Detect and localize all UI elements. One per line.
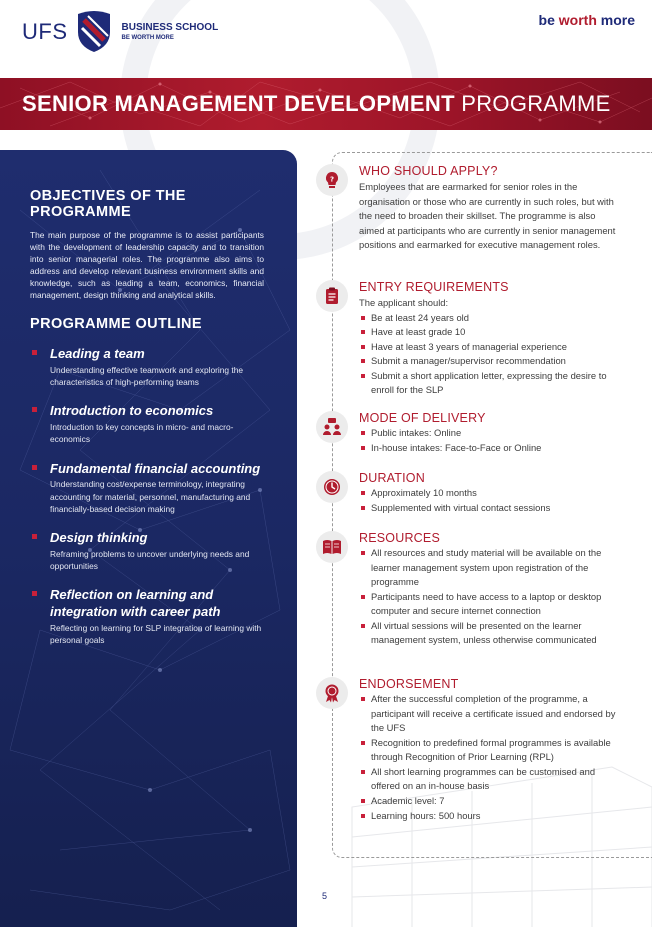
- list-item: [359, 325, 621, 340]
- bullet-square-icon: [361, 595, 365, 599]
- tagline-be: be: [538, 12, 559, 28]
- people-chat-icon: [316, 411, 348, 443]
- outline-item-title: Reflection on learning and integration with career path: [50, 587, 221, 620]
- bullet-square-icon: [361, 551, 365, 555]
- section-title: RESOURCES: [359, 531, 440, 545]
- list-item: [359, 426, 621, 441]
- outline-item-title: Introduction to economics: [50, 403, 214, 419]
- list-item-text: Public intakes: Online: [371, 427, 462, 438]
- list-item: [359, 340, 621, 355]
- list-item-text: Supplemented with virtual contact sessions: [371, 501, 551, 513]
- page-number: 5: [322, 891, 328, 901]
- outline-item-desc: Reflecting on learning for SLP integration of learning with personal goals: [50, 623, 262, 646]
- left-panel: [0, 150, 297, 927]
- bullet-square-icon: [361, 697, 365, 701]
- bullet-square-icon: [361, 431, 365, 435]
- bullet-square-icon: [32, 465, 37, 470]
- page-header: [0, 0, 652, 78]
- ufs-logo: [22, 12, 218, 52]
- list-item: [359, 765, 621, 794]
- objectives-text: The main purpose of the programme is to assist participants with the development of leadership capacity and to transition into senior managerial roles. The programme also aims to address and develop relevant business environment skills and knowledge, such as leading a team, economics, financial management, design thinking and analytical skills.: [30, 230, 264, 301]
- list-item-text: Submit a manager/supervisor recommendation: [371, 355, 566, 367]
- bullet-square-icon: [361, 359, 365, 363]
- page-title-bold: SENIOR MANAGEMENT DEVELOPMENT: [22, 91, 455, 116]
- list-item: [359, 692, 621, 736]
- list-item: [30, 587, 264, 646]
- page-title: [22, 91, 611, 117]
- list-item-text: Submit a short application letter, expressing the desire to enroll for the SLP: [371, 369, 607, 396]
- list-item: [359, 736, 621, 765]
- open-book-icon: [316, 531, 348, 563]
- bullet-square-icon: [32, 534, 37, 539]
- list-item: [359, 354, 621, 369]
- tagline: [539, 12, 635, 28]
- objectives-heading: OBJECTIVES OF THE PROGRAMME: [30, 188, 186, 221]
- clipboard-checklist-icon: [316, 280, 348, 312]
- bullet-square-icon: [361, 374, 365, 378]
- section-intro: The applicant should:: [359, 297, 449, 308]
- outline-item-desc: Understanding cost/expense terminology, integrating accounting for material, personnel, manufacturing and financially-based decision making: [50, 479, 251, 514]
- list-item: [359, 590, 621, 619]
- list-item: [30, 403, 264, 445]
- logo-ufs-text: UFS: [22, 19, 68, 44]
- list-item-text: Have at least grade 10: [371, 326, 466, 338]
- list-item: [359, 619, 621, 648]
- section-title: ENTRY REQUIREMENTS: [359, 280, 509, 294]
- duration-list: [359, 486, 621, 515]
- outline-item-desc: Reframing problems to uncover underlying needs and opportunities: [50, 548, 250, 572]
- list-item-text: Participants need to have access to a laptop or desktop computer and secure internet connection: [371, 590, 602, 617]
- resources-list: [359, 546, 621, 648]
- outline-item-desc: Introduction to key concepts in micro- and macro-economics: [50, 422, 234, 445]
- list-item: [359, 546, 621, 590]
- list-item-text: All short learning programmes can be customised and offered on an in-house basis: [371, 765, 596, 792]
- svg-text:?: ?: [329, 175, 335, 184]
- section-title: MODE OF DELIVERY: [359, 411, 486, 425]
- section-title: WHO SHOULD APPLY?: [359, 164, 498, 178]
- bullet-square-icon: [361, 316, 365, 320]
- list-item: [359, 486, 621, 501]
- outline-item-title: Leading a team: [50, 346, 145, 361]
- bullet-square-icon: [361, 814, 365, 818]
- section-text: Employees that are earmarked for senior roles in the organisation or those who are currently in such roles, but with the need to broaden their skillset. The programme is also aimed at participants who are currently in senior management positions and earmarked for executive management roles.: [359, 181, 616, 251]
- outline-list: [30, 346, 264, 646]
- list-item-text: Have at least 3 years of managerial experience: [371, 340, 567, 352]
- list-item-text: Approximately 10 months: [371, 487, 477, 498]
- list-item-text: Recognition to predefined formal programmes is available through Recognition of Prior Learning (RPL): [371, 736, 611, 763]
- shield-logo-icon: [74, 10, 114, 54]
- outline-heading: PROGRAMME OUTLINE: [30, 316, 202, 332]
- list-item-text: All virtual sessions will be presented on the learner management system, unless otherwise communicated: [371, 619, 597, 646]
- bullet-square-icon: [361, 770, 365, 774]
- list-item-text: After the successful completion of the programme, a participant will receive a certificate issued and endorsed by the UFS: [371, 693, 616, 734]
- delivery-list: [359, 426, 621, 455]
- tagline-worth: worth: [558, 12, 597, 28]
- outline-item-title: Fundamental financial accounting: [50, 460, 261, 476]
- rosette-award-icon: [316, 677, 348, 709]
- entry-list: [359, 311, 621, 398]
- title-banner: [0, 78, 652, 130]
- list-item-text: In-house intakes: Face-to-Face or Online: [371, 441, 542, 453]
- list-item-text: All resources and study material will be available on the learner management system upon registration of the programme: [371, 547, 602, 588]
- logo-slogan: BE WORTH MORE: [121, 34, 174, 41]
- list-item-text: Academic level: 7: [371, 795, 445, 807]
- list-item: [359, 311, 621, 326]
- bullet-square-icon: [361, 446, 365, 450]
- list-item: [359, 369, 621, 398]
- section-title: DURATION: [359, 471, 425, 485]
- list-item: [30, 530, 264, 572]
- bullet-square-icon: [32, 407, 37, 412]
- question-bulb-icon: [316, 164, 348, 196]
- left-content: [30, 188, 264, 661]
- page-title-light: PROGRAMME: [454, 91, 611, 116]
- logo-business-school: BUSINESS SCHOOL: [121, 22, 219, 34]
- list-item: [359, 809, 621, 824]
- list-item: [359, 441, 621, 456]
- endorsement-list: [359, 692, 621, 823]
- bullet-square-icon: [361, 741, 365, 745]
- list-item: [359, 501, 621, 516]
- list-item: [30, 461, 264, 515]
- list-item: [30, 346, 264, 388]
- section-title: ENDORSEMENT: [359, 677, 459, 691]
- bullet-square-icon: [361, 491, 365, 495]
- outline-item-desc: Understanding effective teamwork and exploring the characteristics of high-performing teams: [50, 364, 244, 388]
- list-item-text: Learning hours: 500 hours: [371, 809, 481, 821]
- bullet-square-icon: [361, 330, 365, 334]
- bullet-square-icon: [32, 350, 37, 355]
- bullet-square-icon: [361, 345, 365, 349]
- bullet-square-icon: [361, 624, 365, 628]
- list-item: [359, 794, 621, 809]
- tagline-more: more: [596, 12, 635, 28]
- bullet-square-icon: [32, 591, 37, 596]
- bullet-square-icon: [361, 799, 365, 803]
- outline-item-title: Design thinking: [50, 529, 148, 545]
- list-item-text: Be at least 24 years old: [371, 311, 469, 323]
- clock-icon: [316, 471, 348, 503]
- bullet-square-icon: [361, 506, 365, 510]
